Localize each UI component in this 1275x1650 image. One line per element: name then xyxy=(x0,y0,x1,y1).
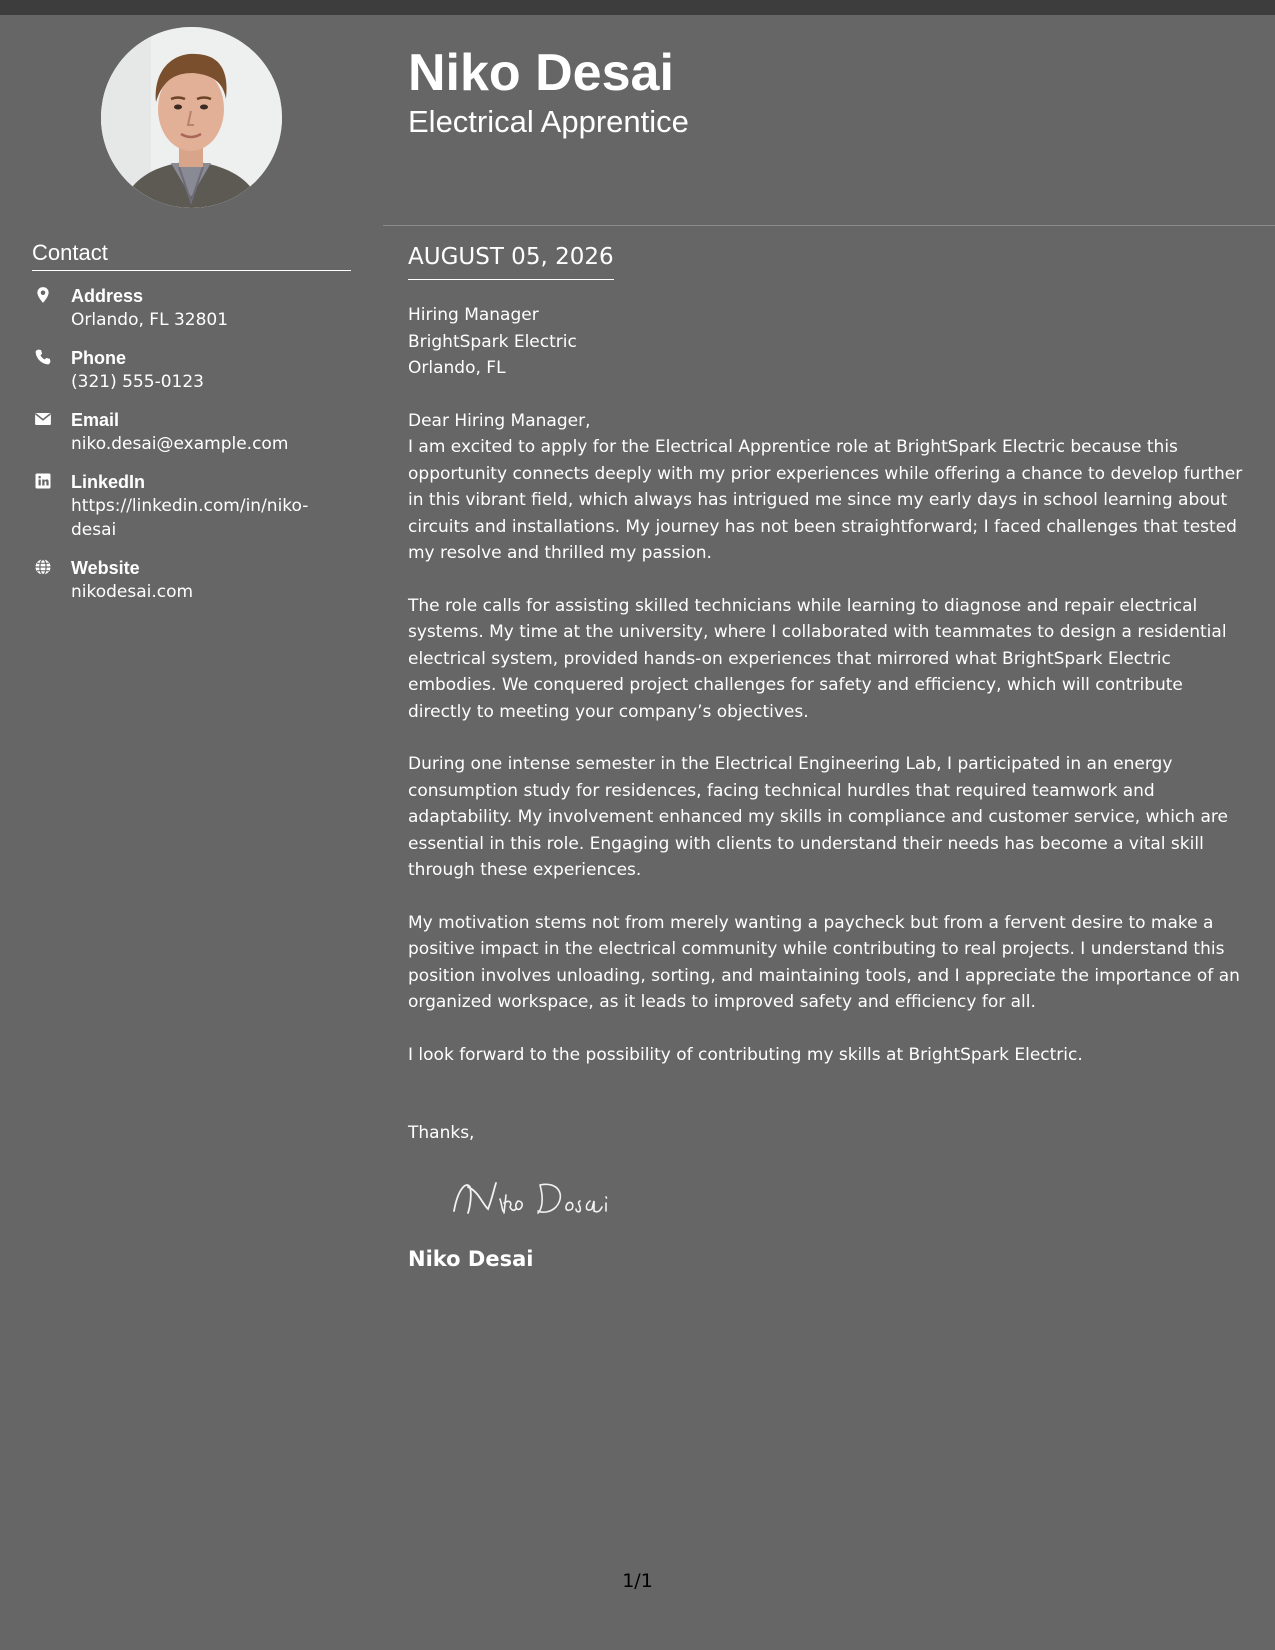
letter-date: AUGUST 05, 2026 xyxy=(408,242,614,280)
email-value[interactable]: niko.desai@example.com xyxy=(71,434,289,454)
signature-image xyxy=(448,1169,648,1229)
recipient-block xyxy=(408,302,1248,382)
applicant-name: Niko Desai xyxy=(408,44,674,102)
letter-paragraph: I am excited to apply for the Electrical Apprentice role at BrightSpark Electric because this opportunity connects deeply with my prior experiences while offering a chance to develop further in this vibrant field, which always has intrigued me since my early days in school learning about circuits and installations. My journey has not been straightforward; I faced challenges that tested my resolve and thrilled my passion. xyxy=(408,437,1243,563)
contact-label: Website xyxy=(71,558,140,578)
top-bar xyxy=(0,0,1275,15)
contact-label: Address xyxy=(71,286,144,306)
website-value[interactable]: nikodesai.com xyxy=(71,582,194,602)
contact-label: Phone xyxy=(71,348,127,368)
globe-icon xyxy=(34,558,52,576)
letter-paragraph: I look forward to the possibility of contributing my skills at BrightSpark Electric. xyxy=(408,1044,1083,1065)
address-value: Orlando, FL 32801 xyxy=(71,310,229,330)
contact-heading: Contact xyxy=(32,240,351,271)
phone-value: (321) 555-0123 xyxy=(71,372,204,392)
envelope-icon xyxy=(34,410,52,428)
contact-item-address xyxy=(32,284,352,332)
profile-photo xyxy=(101,27,282,208)
contact-list xyxy=(32,284,352,618)
contact-label: Email xyxy=(71,410,120,430)
letter-paragraph: During one intense semester in the Electrical Engineering Lab, I participated in an energy consumption study for residences, facing technical hurdles that required teamwork and adaptability. My involvement enhanced my skills in compliance and customer service, which are essential in this role. Engaging with clients to understand their needs has become a vital skill through these experiences. xyxy=(408,754,1228,880)
page-number: 1/1 xyxy=(622,1570,653,1592)
avatar xyxy=(101,27,282,208)
salutation: Dear Hiring Manager, xyxy=(408,410,591,431)
recipient-line: Hiring Manager xyxy=(408,305,539,325)
letter-body xyxy=(408,302,1248,1273)
letter-paragraph: My motivation stems not from merely wanting a paycheck but from a fervent desire to make a positive impact in the electrical community while contributing to real projects. I understand this position involves unloading, sorting, and maintaining tools, and I appreciate the importance of an organized workspace, as it leads to improved safety and efficiency for all. xyxy=(408,912,1240,1012)
signed-name: Niko Desai xyxy=(408,1246,534,1271)
contact-item-website xyxy=(32,556,352,604)
contact-item-email xyxy=(32,408,352,456)
header-divider xyxy=(383,225,1275,226)
contact-item-linkedin xyxy=(32,470,352,542)
phone-icon xyxy=(34,348,52,366)
handwritten-signature xyxy=(448,1169,1248,1229)
linkedin-icon xyxy=(34,472,52,490)
closing: Thanks, xyxy=(408,1123,475,1143)
contact-item-phone xyxy=(32,346,352,394)
recipient-line: Orlando, FL xyxy=(408,358,506,378)
recipient-line: BrightSpark Electric xyxy=(408,331,577,352)
letter-paragraph: The role calls for assisting skilled technicians while learning to diagnose and repair electrical systems. My time at the university, where I collaborated with teammates to design a residential electrical system, provided hands-on experiences that mirrored what BrightSpark Electric embodies. We conquered project challenges for safety and efficiency, which will contribute directly to meeting your company’s objectives. xyxy=(408,595,1227,722)
job-title: Electrical Apprentice xyxy=(408,104,689,139)
linkedin-value[interactable]: https://linkedin.com/in/niko-desai xyxy=(71,496,309,540)
contact-label: LinkedIn xyxy=(71,472,146,492)
map-pin-icon xyxy=(34,286,52,304)
